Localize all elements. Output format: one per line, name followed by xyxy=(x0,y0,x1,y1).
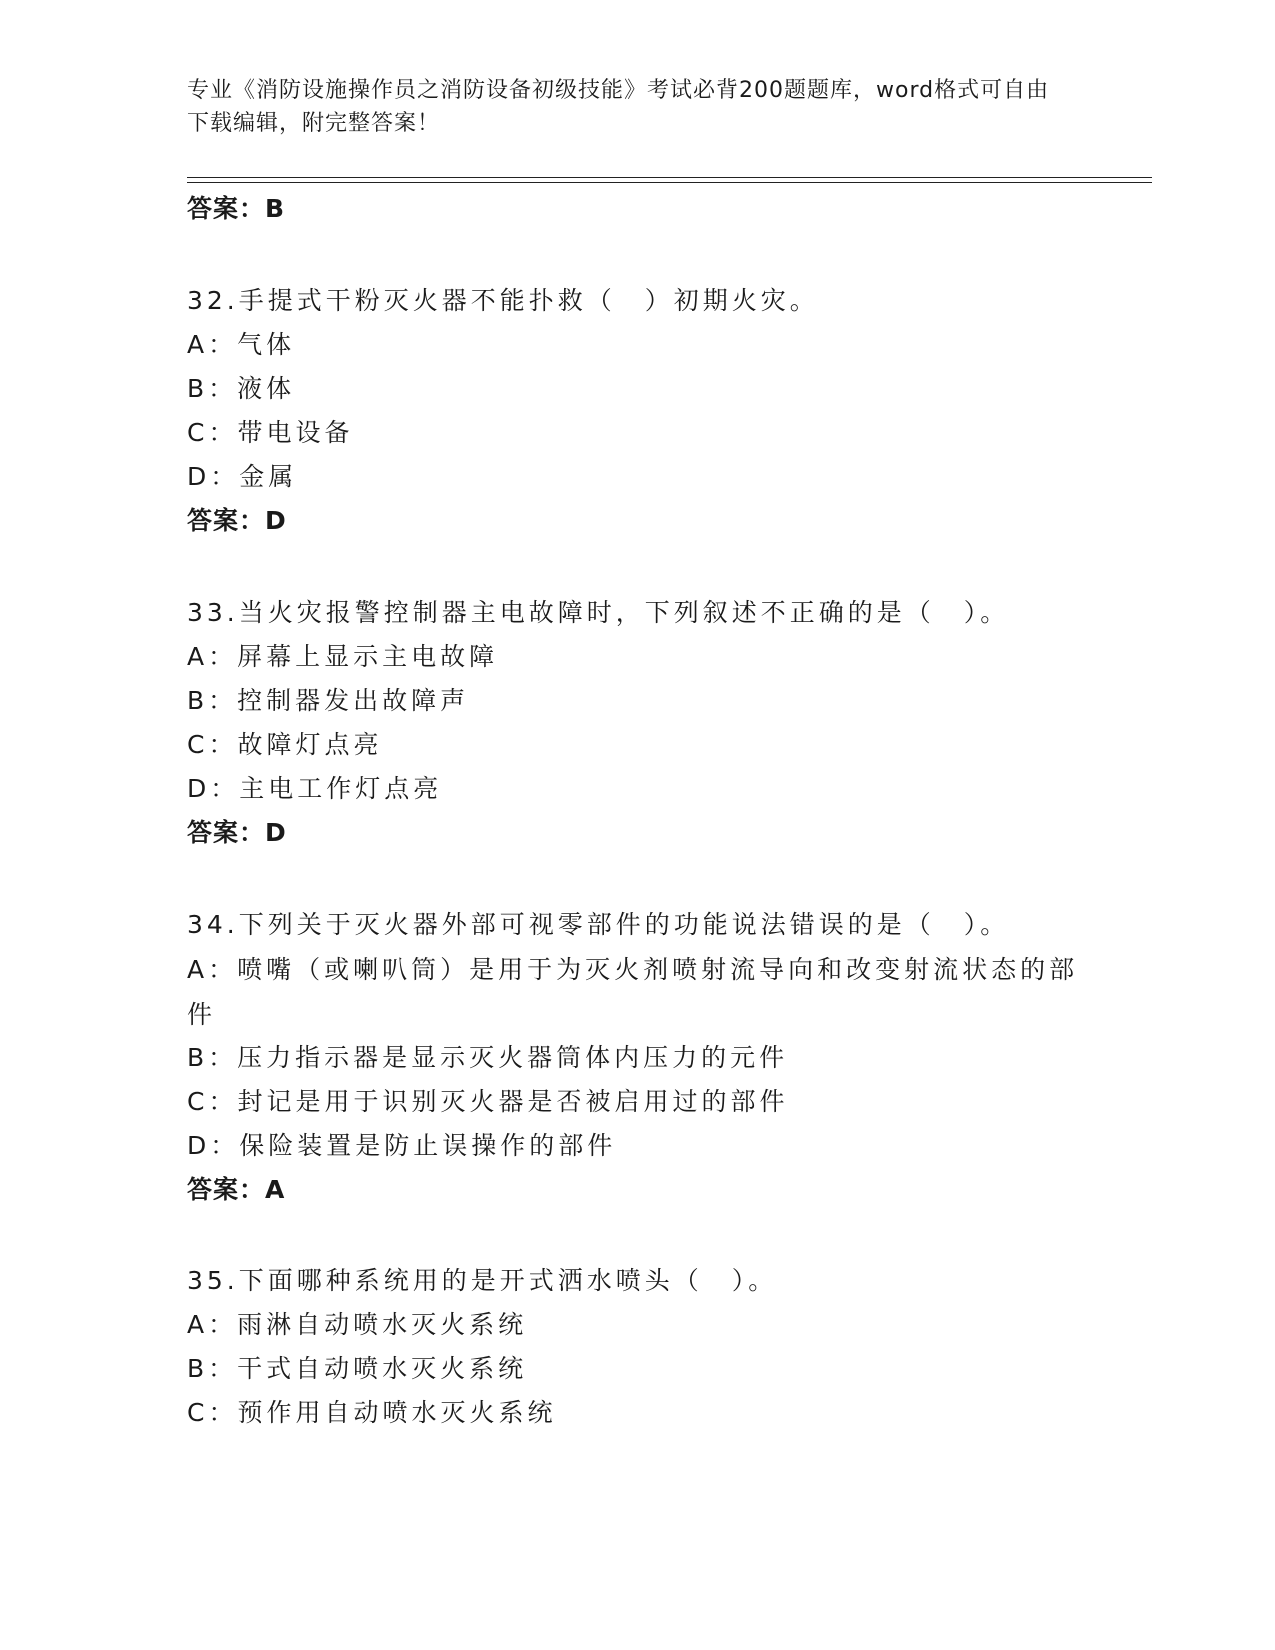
question-32-option-a: A：气体 xyxy=(187,330,296,359)
question-34-option-a: A：喷嘴（或喇叭筒）是用于为灭火剂喷射流导向和改变射流状态的部件 xyxy=(187,955,1079,1029)
previous-answer: 答案：B xyxy=(187,194,286,223)
question-33-option-b: B：控制器发出故障声 xyxy=(187,686,470,715)
question-33-option-a: A：屏幕上显示主电故障 xyxy=(187,642,499,671)
question-35-option-c: C：预作用自动喷水灭火系统 xyxy=(187,1398,557,1427)
header-divider-bottom xyxy=(187,182,1152,183)
question-32-option-d: D：金属 xyxy=(187,462,298,491)
document-header: 专业《消防设施操作员之消防设备初级技能》考试必背200题题库，word格式可自由下载编辑，附完整答案！ xyxy=(187,78,1050,136)
question-33-option-c: C：故障灯点亮 xyxy=(187,730,383,759)
question-33-option-d: D：主电工作灯点亮 xyxy=(187,774,443,803)
question-32-answer: 答案：D xyxy=(187,506,287,535)
question-35-option-a: A：雨淋自动喷水灭火系统 xyxy=(187,1310,528,1339)
question-34-answer: 答案：A xyxy=(187,1175,286,1204)
question-33-stem: 33.当火灾报警控制器主电故障时，下列叙述不正确的是（ ）。 xyxy=(187,598,1010,627)
header-divider-top xyxy=(187,177,1152,178)
question-35-option-b: B：干式自动喷水灭火系统 xyxy=(187,1354,528,1383)
question-34-option-b: B：压力指示器是显示灭火器筒体内压力的元件 xyxy=(187,1043,789,1072)
question-34-option-d: D：保险装置是防止误操作的部件 xyxy=(187,1131,617,1160)
question-33-answer: 答案：D xyxy=(187,818,287,847)
question-34-option-c: C：封记是用于识别灭火器是否被启用过的部件 xyxy=(187,1087,789,1116)
question-32-stem: 32.手提式干粉灭火器不能扑救（ ）初期火灾。 xyxy=(187,286,819,315)
question-32-option-b: B：液体 xyxy=(187,374,296,403)
question-34-stem: 34.下列关于灭火器外部可视零部件的功能说法错误的是（ ）。 xyxy=(187,910,1010,939)
question-35-stem: 35.下面哪种系统用的是开式洒水喷头（ ）。 xyxy=(187,1266,778,1295)
question-32-option-c: C：带电设备 xyxy=(187,418,354,447)
